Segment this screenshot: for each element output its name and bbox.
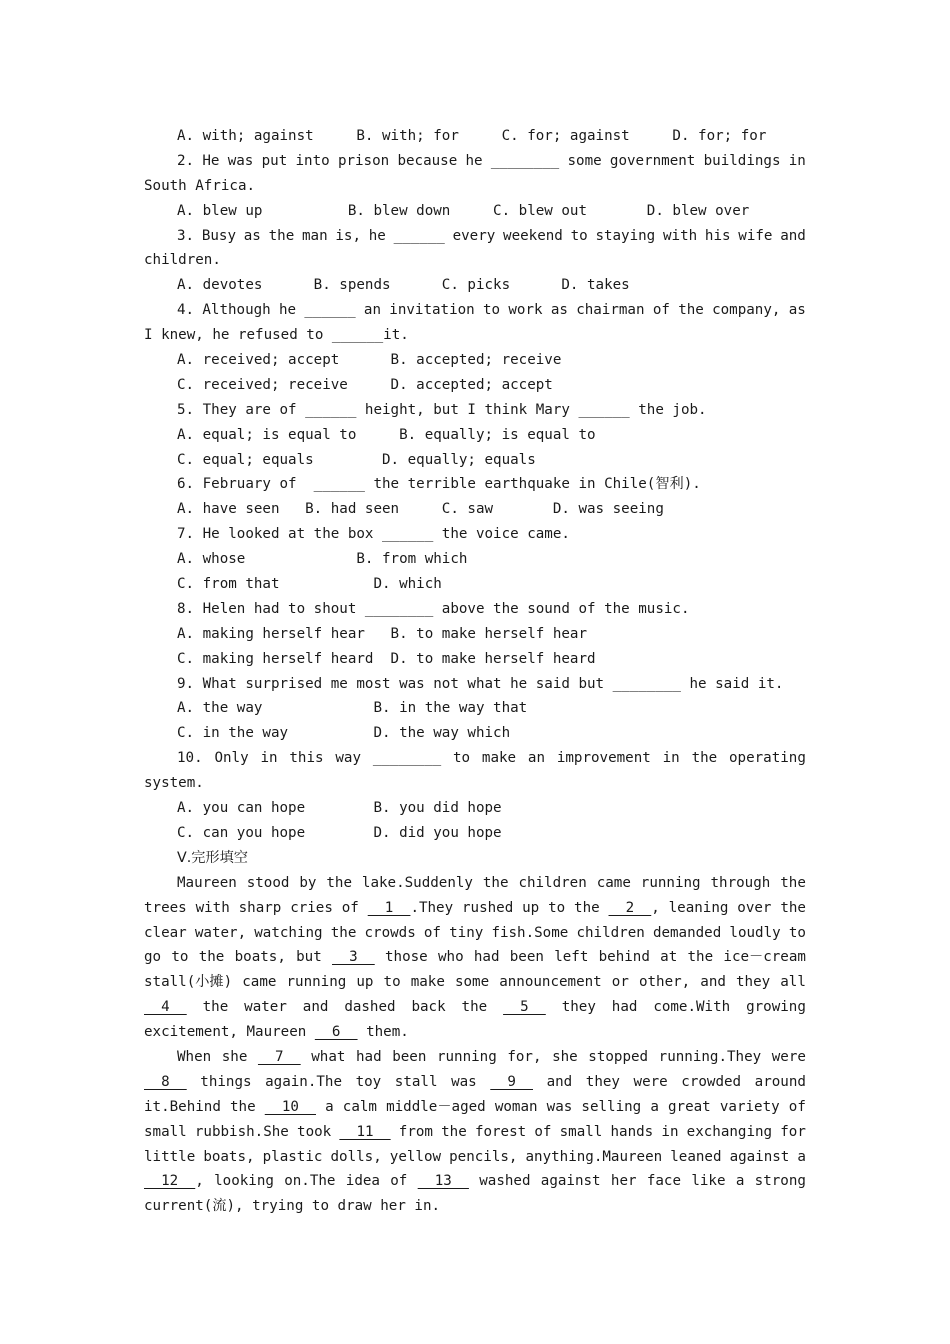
text-line: A. whose B. from which (177, 551, 468, 568)
word: weekend (503, 227, 563, 244)
word: to (570, 227, 588, 244)
text-line: system. (144, 775, 204, 792)
word: she (552, 1048, 578, 1065)
word: operating (729, 750, 806, 767)
word: 10. (177, 750, 203, 767)
word: stall(小摊) (144, 974, 233, 991)
word: a (797, 1148, 806, 1165)
word: demanded (652, 924, 722, 941)
word: against (540, 1173, 601, 1190)
text-line (144, 1045, 806, 1070)
word: to (548, 899, 566, 916)
word: some (454, 974, 490, 991)
word: prison (337, 152, 390, 169)
word: loudly (729, 924, 781, 941)
cloze-blank-10: 10 (264, 1098, 316, 1115)
text-line (144, 871, 806, 896)
word (144, 995, 187, 1020)
word: they (561, 999, 596, 1016)
word: an (527, 750, 546, 767)
text-line: A. equal; is equal to B. equally; is equal to (177, 426, 596, 443)
word: the (678, 302, 704, 319)
word: those (385, 949, 428, 966)
word: were (771, 1048, 806, 1065)
word: anything.Maureen (525, 1148, 663, 1165)
word: water, (194, 924, 247, 941)
text-line: A. you can hope B. you did hope (177, 800, 502, 817)
word: to (453, 750, 471, 767)
word: 2 , (608, 899, 660, 916)
word: leaning (668, 899, 729, 916)
word: the (780, 874, 806, 891)
word: government (609, 152, 696, 169)
word: washed (479, 1173, 531, 1190)
word: other, (638, 974, 691, 991)
word: all (780, 974, 806, 991)
word: on.The (284, 1173, 336, 1190)
text-line (144, 746, 806, 771)
text-line: C. can you hope D. did you hope (177, 824, 502, 841)
word: behind (598, 949, 650, 966)
document-page (144, 124, 806, 1219)
cloze-blank-9: 9 (490, 1073, 533, 1090)
word: he (368, 227, 386, 244)
word: stall (394, 1073, 438, 1090)
word: sharp (238, 899, 282, 916)
word (144, 1070, 187, 1095)
word: a (650, 1098, 659, 1115)
word: man (301, 227, 328, 244)
word: make (481, 750, 517, 767)
word: as (550, 302, 568, 319)
text-line (144, 1169, 806, 1194)
word: leaned (670, 1148, 722, 1165)
word: came (596, 874, 631, 891)
text-line: I knew, he refused to ______it. (144, 327, 409, 344)
word: the (202, 999, 229, 1016)
word: hands (610, 1123, 654, 1140)
word: calm (342, 1098, 377, 1115)
word: left (554, 949, 589, 966)
text-line (144, 945, 806, 970)
word: children (576, 924, 645, 941)
text-line: C. from that D. which (177, 576, 442, 593)
word: and (546, 1073, 573, 1090)
word: improvement (556, 750, 651, 767)
text-line: 6. February of ______ the terrible earthquake in Chile(智利). (177, 476, 701, 493)
word: who (437, 949, 464, 966)
word: company, (712, 302, 781, 319)
cloze-blank-1: 1 (367, 899, 411, 916)
word: like (691, 1173, 726, 1190)
word: pencils, (449, 1148, 518, 1165)
word: staying (595, 227, 656, 244)
text-line: 5. They are of ______ height, but I think Mary ______ the job. (177, 401, 707, 418)
word: was (451, 1073, 477, 1090)
word: but (296, 949, 322, 966)
word: lake.Suddenly (361, 874, 473, 891)
word: she (221, 1048, 248, 1065)
word: had (473, 949, 500, 966)
word: a (735, 1173, 745, 1190)
word: they (736, 974, 771, 991)
word: come.With (653, 999, 731, 1016)
word: rushed (462, 899, 514, 916)
word: or (611, 974, 629, 991)
word: for, (507, 1048, 542, 1065)
word: of (341, 899, 359, 916)
word: things (200, 1073, 252, 1090)
word: was (227, 152, 254, 169)
word: the (326, 874, 352, 891)
word: took (297, 1123, 332, 1140)
cloze-blank-2: 2 (608, 899, 652, 916)
word: wife (738, 227, 773, 244)
word: because (397, 152, 458, 169)
text-line: 8. Helen had to shout ________ above the sound of the music. (177, 600, 690, 617)
word: yellow (389, 1148, 442, 1165)
word (418, 1169, 469, 1194)
word: middle－aged (386, 1098, 486, 1115)
text-line: current(流), trying to draw her in. (144, 1198, 441, 1215)
text-line (144, 970, 806, 995)
word: he (465, 152, 483, 169)
text-line: A. making herself hear B. to make herself hear (177, 625, 587, 642)
word: work (508, 302, 543, 319)
word: When (177, 1048, 212, 1065)
word: 12 , (144, 1173, 204, 1190)
cloze-blank-13: 13 (417, 1173, 469, 1190)
word: every (452, 227, 496, 244)
cloze-blank-7: 7 (257, 1048, 301, 1065)
word: rubbish.She (194, 1123, 289, 1140)
word: 4. (177, 302, 195, 319)
word: boats, (234, 949, 286, 966)
word: in (661, 1123, 679, 1140)
text-line: C. received; receive D. accepted; accept (177, 376, 553, 393)
text-line (144, 298, 806, 323)
word: Although (202, 302, 271, 319)
word: the (482, 874, 509, 891)
word: toy (355, 1073, 382, 1090)
word: the (441, 1123, 467, 1140)
word: by (299, 874, 317, 891)
word: water (244, 999, 287, 1016)
text-line (144, 224, 806, 249)
word: Maureen (177, 874, 237, 891)
text-line: A. the way B. in the way that (177, 700, 528, 717)
word: the (780, 899, 806, 916)
word: is, (335, 227, 361, 244)
word: for (780, 1123, 806, 1140)
word: exchanging (686, 1123, 773, 1140)
text-line (144, 149, 806, 174)
word: looking (214, 1173, 274, 1190)
word: go (144, 949, 162, 966)
word: fish.Some (491, 924, 569, 941)
text-line: A. blew up B. blew down C. blew out D. blew over (177, 202, 750, 219)
text-line: A. received; accept B. accepted; receive (177, 352, 562, 369)
word: her (610, 1173, 637, 1190)
word: over (737, 899, 772, 916)
word: been (392, 1048, 427, 1065)
word: ________ (372, 750, 442, 767)
word: trees (144, 899, 187, 916)
word: to (171, 949, 189, 966)
word: face (646, 1173, 682, 1190)
word: up (356, 974, 374, 991)
word: the (574, 899, 600, 916)
word: the (330, 924, 357, 941)
word: the (268, 227, 295, 244)
word: clear (144, 924, 187, 941)
text-line (144, 896, 806, 921)
word: the (691, 750, 718, 767)
word (265, 1095, 316, 1120)
word: into (295, 152, 330, 169)
word: running (286, 974, 347, 991)
word: of (788, 1098, 806, 1115)
text-line: A. have seen B. had seen C. saw D. was seeing (177, 501, 664, 518)
text-line (144, 1070, 806, 1095)
word: the (198, 949, 225, 966)
word: running (436, 1048, 497, 1065)
word: as (788, 302, 806, 319)
word: idea (345, 1173, 380, 1190)
word: an (363, 302, 381, 319)
word (490, 1070, 533, 1095)
word: had (611, 999, 638, 1016)
word: at (660, 949, 678, 966)
text-line (144, 921, 806, 946)
word: great (668, 1098, 711, 1115)
word: woman (494, 1098, 538, 1115)
text-line: C. equal; equals D. equally; equals (177, 451, 536, 468)
word: through (710, 874, 771, 891)
word: Only (214, 750, 249, 767)
word: little (144, 1148, 196, 1165)
word: his (704, 227, 731, 244)
cloze-blank-8: 8 (144, 1073, 187, 1090)
text-line (144, 1095, 806, 1120)
word: in (662, 750, 680, 767)
word: put (261, 152, 288, 169)
word: small (144, 1123, 187, 1140)
word: and (700, 974, 726, 991)
cloze-blank-12: 12 (144, 1173, 196, 1190)
text-line: A. with; against B. with; for C. for; against D. for; for (177, 128, 767, 144)
word: of (390, 1173, 408, 1190)
word: small (559, 1123, 603, 1140)
text-line: children. (144, 252, 221, 269)
word: dolls, (330, 1148, 382, 1165)
word: and (780, 227, 806, 244)
word: watching (254, 924, 323, 941)
word: crowds (364, 924, 416, 941)
word: He (202, 152, 220, 169)
text-line: 7. He looked at the box ______ the voice came. (177, 526, 570, 543)
word: of (423, 924, 441, 941)
section-heading: Ⅴ.完形填空 (177, 849, 248, 866)
word: what (311, 1048, 346, 1065)
word: running.They (658, 1048, 762, 1065)
word: 3. (177, 227, 195, 244)
word: in (260, 750, 278, 767)
word: invitation (389, 302, 475, 319)
word: from (398, 1123, 433, 1140)
text-line (144, 995, 806, 1020)
word: again.The (265, 1073, 342, 1090)
word: stopped (588, 1048, 649, 1065)
text-line: C. in the way D. the way which (177, 725, 511, 742)
word: up (522, 899, 540, 916)
word: in (788, 152, 806, 169)
text-line: 9. What surprised me most was not what he said but ________ he said it. (177, 675, 784, 692)
word: the (687, 949, 714, 966)
word: back (411, 999, 446, 1016)
cloze-blank-11: 11 (339, 1123, 391, 1140)
word: he (279, 302, 297, 319)
word: to (383, 974, 401, 991)
word: to (788, 924, 806, 941)
text-line (144, 1120, 806, 1145)
word: way (335, 750, 361, 767)
word (258, 1045, 301, 1070)
word: a (325, 1098, 334, 1115)
word: to (482, 302, 501, 319)
word: as (243, 227, 261, 244)
word (339, 1120, 390, 1145)
word (503, 995, 546, 1020)
word: against (729, 1148, 790, 1165)
word: selling (581, 1098, 642, 1115)
cloze-blank-4: 4 (144, 999, 187, 1016)
word (332, 945, 375, 970)
word: ______ (393, 227, 445, 244)
word: around (754, 1073, 806, 1090)
word: the (230, 1098, 256, 1115)
text-line (144, 1145, 806, 1170)
cloze-blank-6: 6 (314, 1024, 358, 1041)
word: chairman (576, 302, 645, 319)
word: Busy (201, 227, 237, 244)
word: boats, (203, 1148, 255, 1165)
word: strong (754, 1173, 806, 1190)
word: and (302, 999, 329, 1016)
word: it.Behind (144, 1098, 221, 1115)
word: announcement (499, 974, 602, 991)
word: plastic (262, 1148, 323, 1165)
word: ice－cream (723, 949, 806, 966)
word: 2. (177, 152, 195, 169)
word: 1 .They (367, 899, 454, 916)
word: with (195, 899, 230, 916)
text-line: C. making herself heard D. to make herself heard (177, 650, 596, 667)
word: the (461, 999, 488, 1016)
word: they (585, 1073, 620, 1090)
word: ________ (490, 152, 560, 169)
word: had (356, 1048, 382, 1065)
word: variety (719, 1098, 780, 1115)
word: buildings (703, 152, 781, 169)
text-line: A. devotes B. spends C. picks D. takes (177, 277, 630, 294)
word: came (242, 974, 277, 991)
word: tiny (449, 924, 484, 941)
text-line: South Africa. (144, 177, 256, 194)
cloze-blank-5: 5 (503, 999, 546, 1016)
text-line: excitement, Maureen 6 them. (144, 1024, 409, 1041)
word: ______ (304, 302, 356, 319)
word: been (509, 949, 544, 966)
word: growing (746, 999, 806, 1016)
word: crowded (681, 1073, 742, 1090)
word: were (633, 1073, 668, 1090)
word: dashed (344, 999, 396, 1016)
word: cries (290, 899, 333, 916)
word: stood (246, 874, 290, 891)
word: some (567, 152, 602, 169)
word: forest (474, 1123, 527, 1140)
cloze-blank-3: 3 (332, 949, 375, 966)
word: running (640, 874, 701, 891)
word: this (289, 750, 324, 767)
word: with (662, 227, 698, 244)
word: of (652, 302, 670, 319)
word: was (546, 1098, 573, 1115)
word: make (410, 974, 445, 991)
word: of (534, 1123, 552, 1140)
word: children (518, 874, 587, 891)
